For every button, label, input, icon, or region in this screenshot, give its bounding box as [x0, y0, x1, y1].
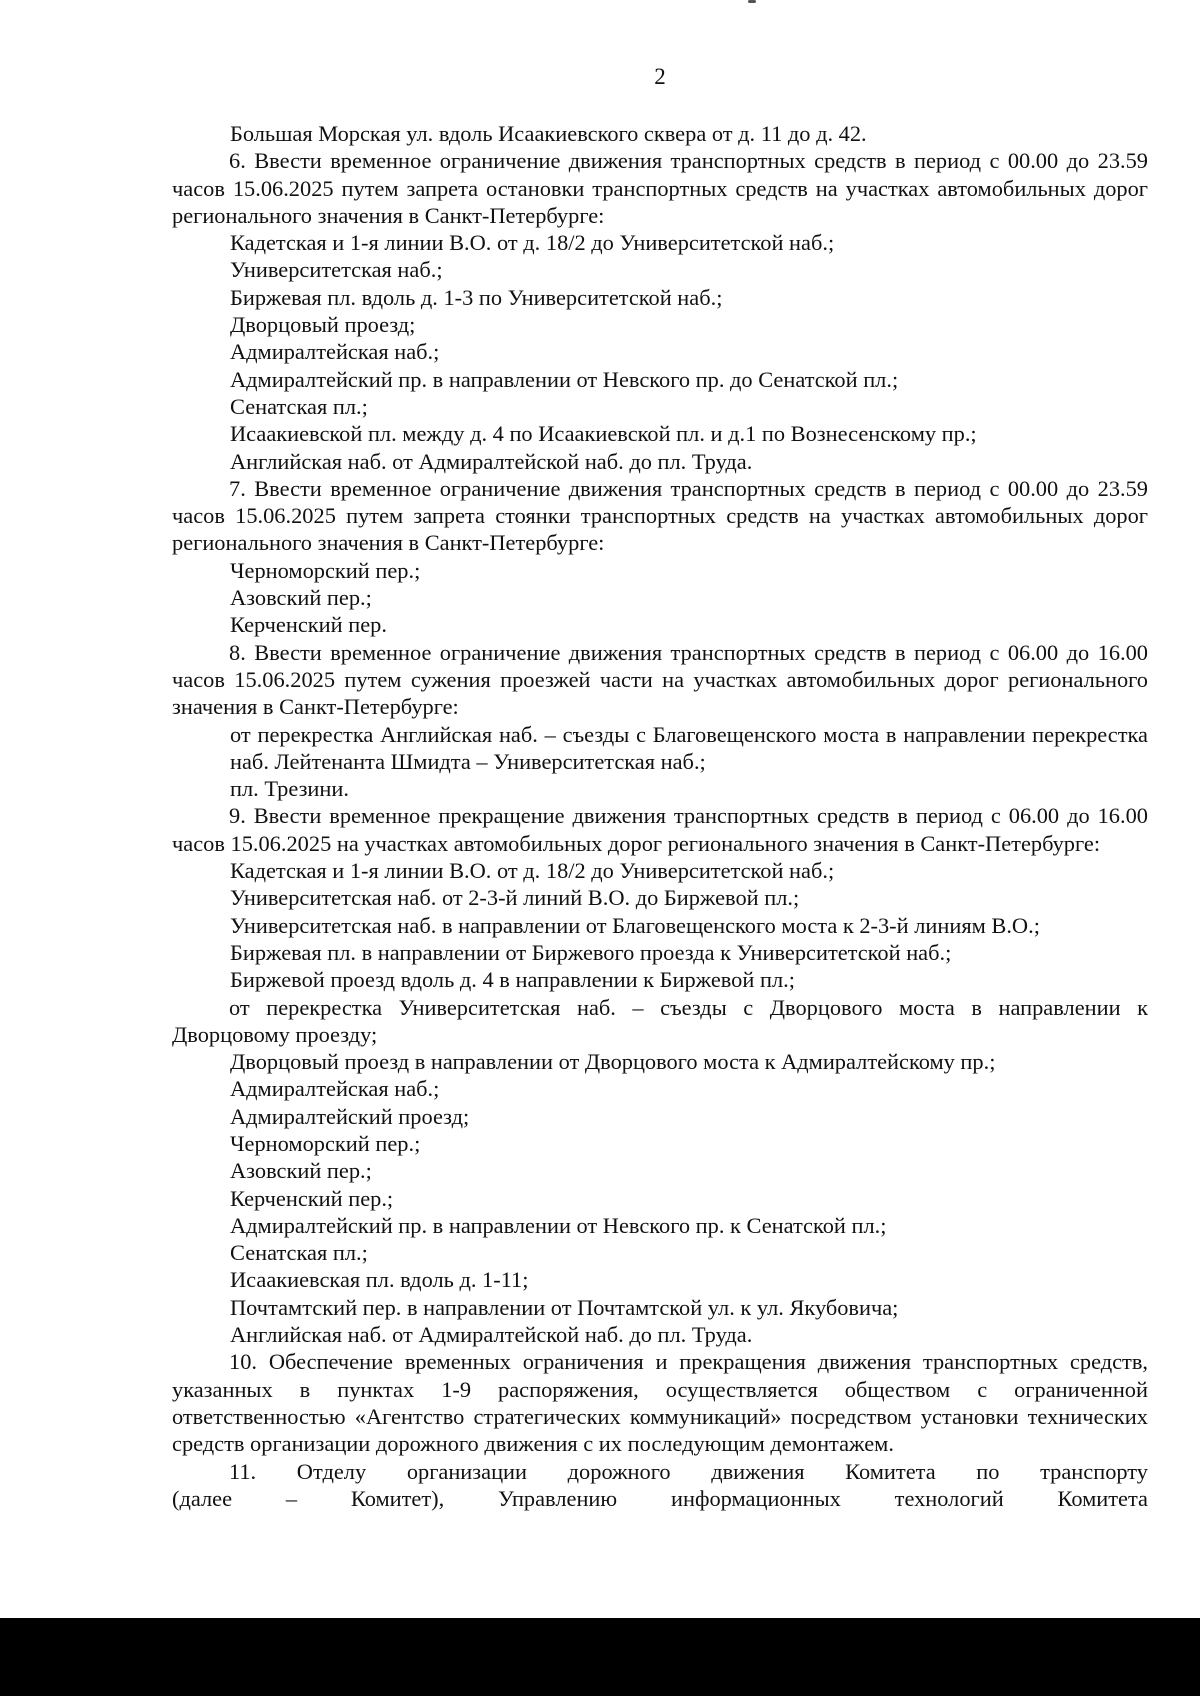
list-item: Сенатская пл.;	[230, 393, 368, 419]
list-item: Адмиралтейский проезд;	[230, 1103, 470, 1129]
list-item: Адмиралтейская наб.;	[230, 339, 440, 365]
list-item: Исаакиевская пл. вдоль д. 1-11;	[230, 1267, 529, 1293]
list-item: Адмиралтейский пр. в направлении от Невского пр. к Сенатской пл.;	[230, 1212, 887, 1238]
list-item: Университетская наб. от 2-3-й линий В.О. до Биржевой пл.;	[230, 885, 800, 911]
document-body	[172, 120, 1148, 1512]
list-item: Биржевой проезд вдоль д. 4 в направлении к Биржевой пл.;	[230, 967, 795, 993]
paragraph-item-7: 7. Ввести временное ограничение движения транспортных средств в период с 00.00 до 23.59 часов 15.06.2025 путем запрета стоянки транспортных средств на участках автомобильных дорог регионального значения в Санкт-Петербурге:	[172, 475, 1148, 556]
list-item: Английская наб. от Адмиралтейской наб. до пл. Труда.	[230, 1322, 753, 1348]
list-item: Исаакиевской пл. между д. 4 по Исаакиевской пл. и д.1 по Вознесенскому пр.;	[230, 421, 977, 447]
list-item: от перекрестка Университетская наб. – съезды с Дворцового моста в направлении к Дворцовому проезду;	[172, 994, 1148, 1047]
paragraph-item-9: 9. Ввести временное прекращение движения транспортных средств в период с 06.00 до 16.00 часов 15.06.2025 на участках автомобильных дорог регионального значения в Санкт-Петербурге:	[172, 803, 1148, 856]
paragraph-item-6: 6. Ввести временное ограничение движения транспортных средств в период с 00.00 до 23.59 часов 15.06.2025 путем запрета остановки транспортных средств на участках автомобильных дорог регионального значения в Санкт-Петербурге:	[172, 148, 1148, 228]
list-item: Сенатская пл.;	[230, 1240, 368, 1266]
list-item: Керченский пер.	[230, 612, 387, 638]
list-item: Азовский пер.;	[230, 1158, 372, 1184]
list-item: Дворцовый проезд в направлении от Дворцового моста к Адмиралтейскому пр.;	[230, 1049, 996, 1075]
list-item: Биржевая пл. вдоль д. 1-3 по Университетской наб.;	[230, 284, 723, 310]
list-item: Кадетская и 1-я линии В.О. от д. 18/2 до Университетской наб.;	[230, 858, 835, 884]
scan-artifact	[748, 0, 756, 3]
list-item: Почтамтский пер. в направлении от Почтамтской ул. к ул. Якубовича;	[230, 1294, 899, 1320]
list-item: Черноморский пер.;	[230, 1130, 421, 1156]
paragraph-item-10: 10. Обеспечение временных ограничения и прекращения движения транспортных средств, указанных в пунктах 1-9 распоряжения, осуществляется обществом с ограниченной ответственностью «Агентство стратегических коммуникаций» посредством установки технических средств организации дорожного движения с их последующим демонтажем.	[172, 1349, 1148, 1457]
list-item: Большая Морская ул. вдоль Исаакиевского сквера от д. 11 до д. 42.	[230, 121, 867, 146]
page-number: 2	[654, 64, 666, 89]
list-item: Черноморский пер.;	[230, 557, 421, 583]
list-item: пл. Трезини.	[230, 776, 349, 802]
list-item: Керченский пер.;	[230, 1185, 394, 1211]
paragraph-item-11: 11. Отделу организации дорожного движения Комитета по транспорту	[229, 1458, 1148, 1484]
list-item: Английская наб. от Адмиралтейской наб. до пл. Труда.	[230, 448, 753, 474]
list-item: Азовский пер.;	[230, 585, 372, 611]
paragraph-item-11-continued: (далее – Комитет), Управлению информационных технологий Комитета	[172, 1485, 1148, 1511]
list-item: Кадетская и 1-я линии В.О. от д. 18/2 до Университетской наб.;	[230, 230, 835, 256]
list-item: от перекрестка Английская наб. – съезды с Благовещенского моста в направлении перекрестка наб. Лейтенанта Шмидта – Университетская наб.;	[230, 721, 1148, 774]
list-item: Биржевая пл. в направлении от Биржевого проезда к Университетской наб.;	[230, 939, 952, 965]
list-item: Университетская наб.;	[230, 257, 443, 283]
list-item: Университетская наб. в направлении от Благовещенского моста к 2-3-й линиям В.О.;	[230, 912, 1040, 938]
list-item: Адмиралтейский пр. в направлении от Невского пр. до Сенатской пл.;	[230, 366, 899, 392]
scan-bottom-border	[0, 1618, 1200, 1696]
list-item: Адмиралтейская наб.;	[230, 1076, 440, 1102]
paragraph-item-8: 8. Ввести временное ограничение движения транспортных средств в период с 06.00 до 16.00 часов 15.06.2025 путем сужения проезжей части на участках автомобильных дорог регионального значения в Санкт-Петербурге:	[172, 639, 1148, 720]
list-item: Дворцовый проезд;	[230, 312, 416, 338]
